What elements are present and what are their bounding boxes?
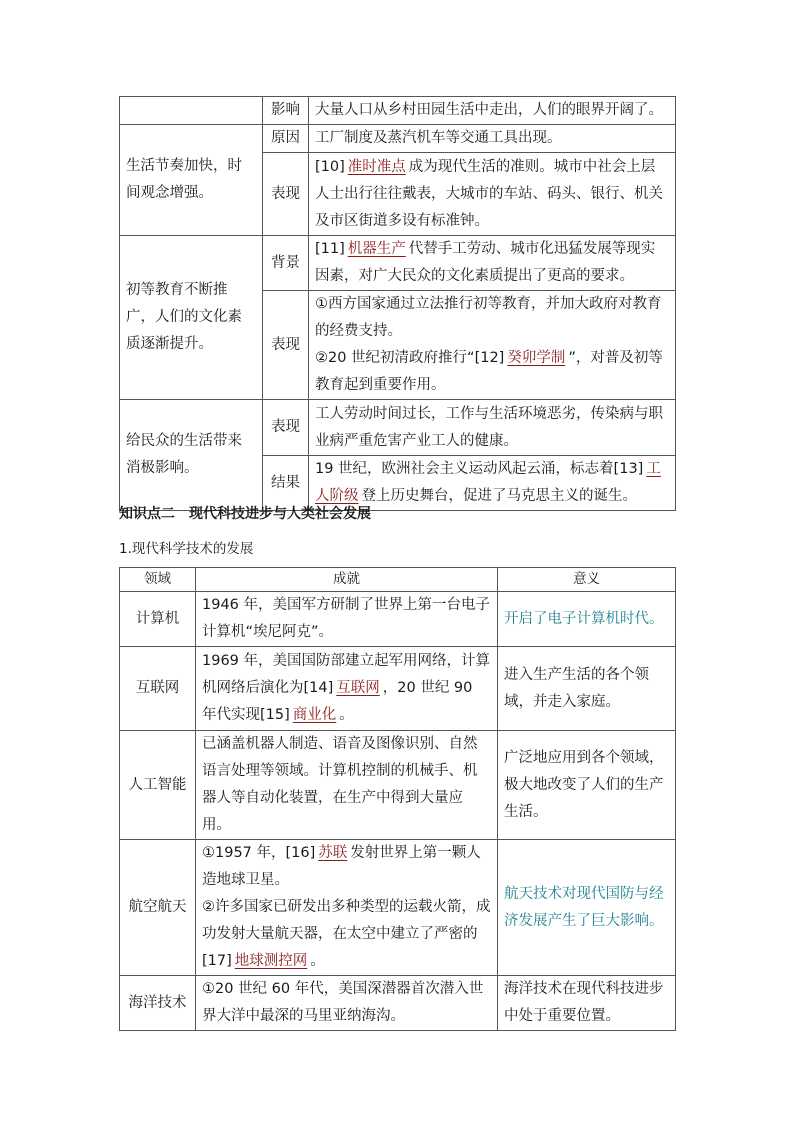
row-content: [10] 准时准点 成为现代生活的准则。城市中社会上层人士出行往往戴表，大城市的车站、码头、银行、机关及市区街道多设有标准钟。 <box>309 153 676 236</box>
field-cell: 海洋技术 <box>120 976 196 1031</box>
row-content: [11] 机器生产 代替手工劳动、城市化迅猛发展等现实因素，对广大民众的文化素质提出了更高的要求。 <box>309 236 676 291</box>
row-label: 表现 <box>263 400 309 456</box>
empty-cell <box>120 97 263 125</box>
table-row <box>120 647 676 731</box>
table-header-row <box>120 568 676 592</box>
meaning-cell: 广泛地应用到各个领域，极大地改变了人们的生产生活。 <box>498 731 676 840</box>
row-label: 表现 <box>263 153 309 236</box>
meaning-cell: 航天技术对现代国防与经济发展产生了巨大影响。 <box>498 840 676 976</box>
row-content: 19 世纪，欧洲社会主义运动风起云涌，标志着[13] 工人阶级 登上历史舞台，促进了马克思主义的诞生。 <box>309 456 676 511</box>
subsection-title: 1.现代科学技术的发展 <box>119 541 254 557</box>
table-row <box>120 976 676 1031</box>
row-label: 原因 <box>263 125 309 153</box>
blank-number: [10] <box>315 158 345 175</box>
table-row <box>120 97 676 125</box>
header-field: 领域 <box>120 568 196 592</box>
table-row <box>120 592 676 647</box>
meaning-cell: 开启了电子计算机时代。 <box>498 592 676 647</box>
table-row <box>120 125 676 153</box>
field-cell: 航空航天 <box>120 840 196 976</box>
achievement-cell: 1946 年，美国军方研制了世界上第一台电子计算机“埃尼阿克”。 <box>196 592 498 647</box>
row-content: 大量人口从乡村田园生活中走出，人们的眼界开阔了。 <box>309 97 676 125</box>
topic-cell: 生活节奏加快，时间观念增强。 <box>120 125 263 236</box>
header-achievement: 成就 <box>196 568 498 592</box>
answer-blank: 机器生产 <box>347 241 406 257</box>
row-label: 表现 <box>263 291 309 400</box>
field-cell: 计算机 <box>120 592 196 647</box>
meaning-cell: 进入生产生活的各个领域，并走入家庭。 <box>498 647 676 731</box>
answer-blank: 苏联 <box>318 845 348 861</box>
achievement-cell: ①20 世纪 60 年代，美国深潜器首次潜入世界大洋中最深的马里亚纳海沟。 <box>196 976 498 1031</box>
answer-blank: 商业化 <box>292 707 337 723</box>
row-label: 结果 <box>263 456 309 511</box>
row-content: ①西方国家通过立法推行初等教育，并加大政府对教育的经费支持。 ②20 世纪初清政府推行“[12] 癸卯学制 ”，对普及初等教育起到重要作用。 <box>309 291 676 400</box>
achievement-cell: 1969 年，美国国防部建立起军用网络，计算机网络后演化为[14] 互联网 ，20 世纪 90 年代实现[15] 商业化 。 <box>196 647 498 731</box>
tech-development-table <box>119 567 676 1031</box>
field-cell: 人工智能 <box>120 731 196 840</box>
table-row <box>120 840 676 976</box>
answer-blank: 癸卯学制 <box>507 350 566 366</box>
table-row <box>120 400 676 456</box>
social-life-table <box>119 96 676 511</box>
answer-blank: 工人阶级 <box>315 461 661 504</box>
header-meaning: 意义 <box>498 568 676 592</box>
row-content: 工厂制度及蒸汽机车等交通工具出现。 <box>309 125 676 153</box>
row-label: 背景 <box>263 236 309 291</box>
achievement-cell: 已涵盖机器人制造、语音及图像识别、自然语言处理等领域。计算机控制的机械手、机器人等自动化装置，在生产中得到大量应用。 <box>196 731 498 840</box>
answer-blank: 互联网 <box>336 680 380 696</box>
meaning-cell: 海洋技术在现代科技进步中处于重要位置。 <box>498 976 676 1031</box>
table-row <box>120 236 676 291</box>
answer-blank: 地球测控网 <box>234 953 308 969</box>
topic-cell: 给民众的生活带来消极影响。 <box>120 400 263 511</box>
answer-blank: 准时准点 <box>347 158 406 175</box>
section-title: 知识点二 现代科技进步与人类社会发展 <box>119 506 371 522</box>
table-row <box>120 731 676 840</box>
topic-cell: 初等教育不断推广，人们的文化素质逐渐提升。 <box>120 236 263 400</box>
field-cell: 互联网 <box>120 647 196 731</box>
achievement-cell: ①1957 年，[16] 苏联 发射世界上第一颗人造地球卫星。 ②许多国家已研发出多种类型的运载火箭，成功发射大量航天器，在太空中建立了严密的[17] 地球测控网 。 <box>196 840 498 976</box>
row-content: 工人劳动时间过长，工作与生活环境恶劣，传染病与职业病严重危害产业工人的健康。 <box>309 400 676 456</box>
row-label: 影响 <box>263 97 309 125</box>
